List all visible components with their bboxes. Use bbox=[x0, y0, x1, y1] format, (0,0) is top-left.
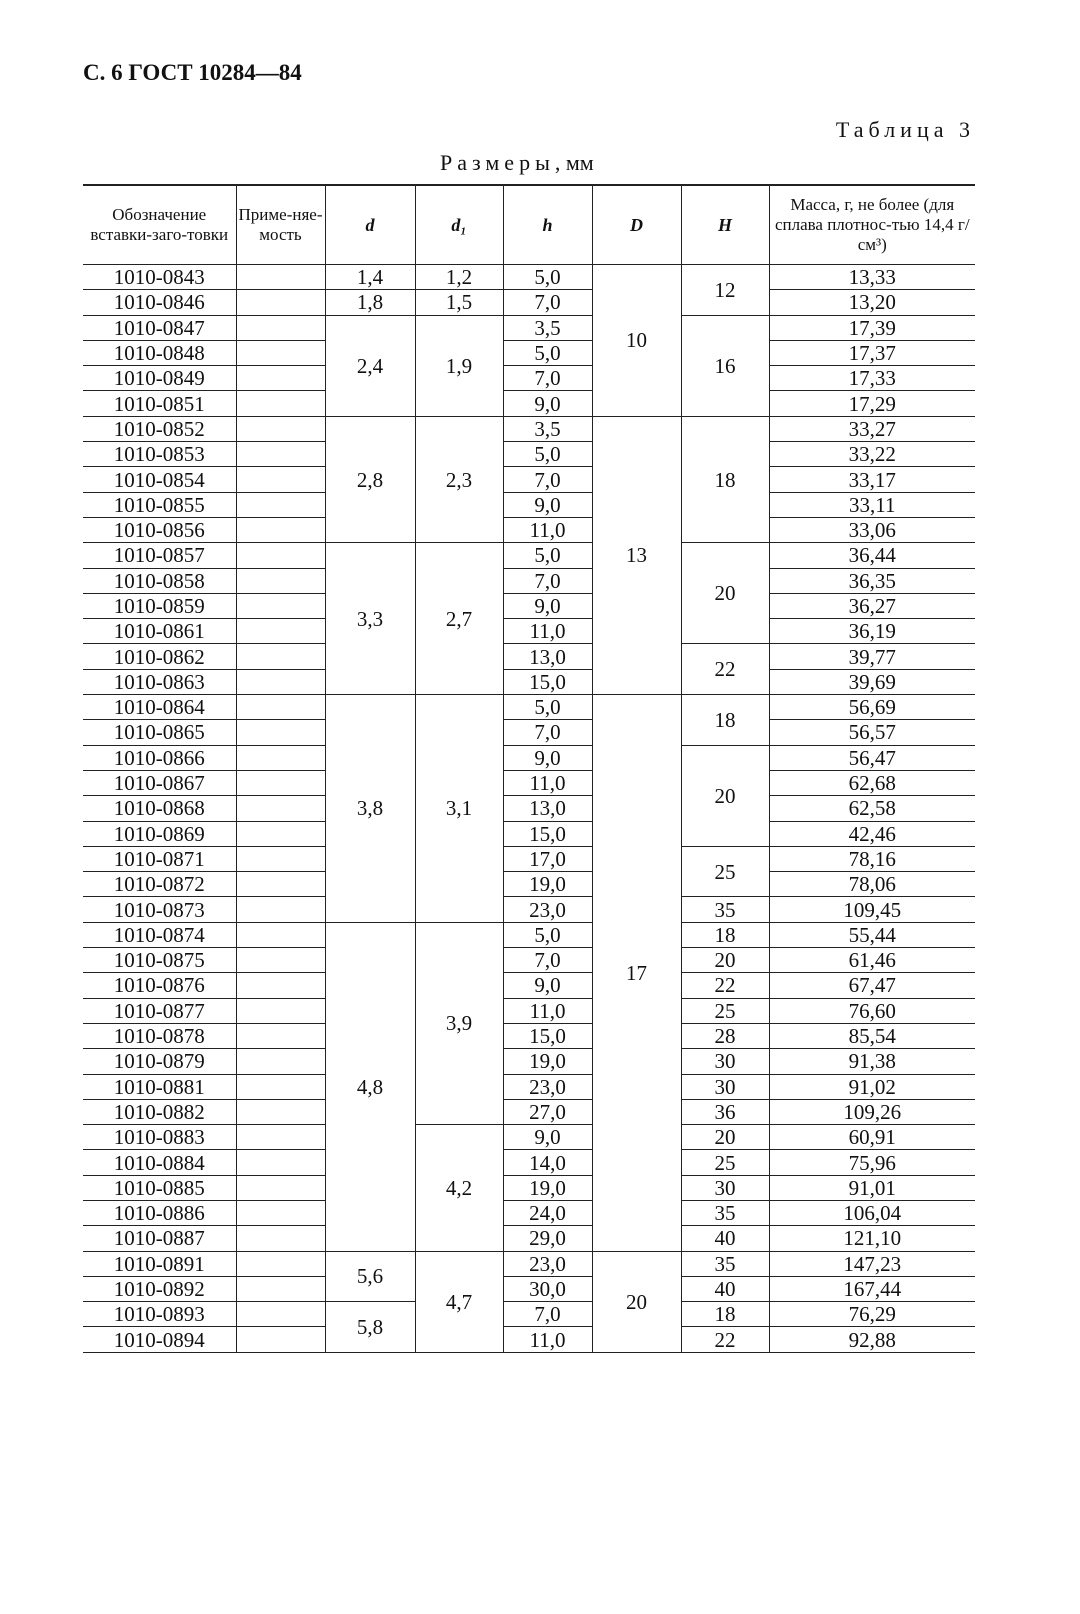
applicability-cell bbox=[236, 1276, 325, 1301]
h-cell: 9,0 bbox=[503, 1125, 592, 1150]
applicability-cell bbox=[236, 948, 325, 973]
designation-cell: 1010-0851 bbox=[83, 391, 236, 416]
H-cell: 30 bbox=[681, 1074, 769, 1099]
d-cell: 2,8 bbox=[325, 416, 415, 542]
header-applicability: Приме-няе-мость bbox=[236, 185, 325, 265]
table-row bbox=[83, 1074, 975, 1099]
H-cell: 20 bbox=[681, 745, 769, 846]
designation-cell: 1010-0876 bbox=[83, 973, 236, 998]
designation-cell: 1010-0872 bbox=[83, 872, 236, 897]
h-cell: 15,0 bbox=[503, 669, 592, 694]
d1-cell: 1,9 bbox=[415, 315, 503, 416]
h-cell: 24,0 bbox=[503, 1200, 592, 1225]
mass-cell: 17,39 bbox=[769, 315, 975, 340]
mass-cell: 56,57 bbox=[769, 720, 975, 745]
mass-cell: 33,22 bbox=[769, 442, 975, 467]
mass-cell: 76,29 bbox=[769, 1302, 975, 1327]
d-cell: 2,4 bbox=[325, 315, 415, 416]
applicability-cell bbox=[236, 770, 325, 795]
d-cell: 3,3 bbox=[325, 543, 415, 695]
D-cell: 17 bbox=[592, 695, 681, 1252]
caption-word: Размеры bbox=[440, 150, 555, 175]
designation-cell: 1010-0892 bbox=[83, 1276, 236, 1301]
h-cell: 3,5 bbox=[503, 315, 592, 340]
d-cell: 5,6 bbox=[325, 1251, 415, 1302]
h-cell: 11,0 bbox=[503, 517, 592, 542]
applicability-cell bbox=[236, 669, 325, 694]
H-cell: 18 bbox=[681, 1302, 769, 1327]
mass-cell: 33,11 bbox=[769, 492, 975, 517]
table-row bbox=[83, 340, 975, 365]
h-cell: 9,0 bbox=[503, 973, 592, 998]
table-row bbox=[83, 1099, 975, 1124]
D-cell: 10 bbox=[592, 265, 681, 417]
h-cell: 23,0 bbox=[503, 1074, 592, 1099]
mass-cell: 106,04 bbox=[769, 1200, 975, 1225]
header-d1: d₁ bbox=[415, 185, 503, 265]
mass-cell: 39,77 bbox=[769, 644, 975, 669]
h-cell: 29,0 bbox=[503, 1226, 592, 1251]
mass-cell: 121,10 bbox=[769, 1226, 975, 1251]
H-cell: 30 bbox=[681, 1049, 769, 1074]
h-cell: 14,0 bbox=[503, 1150, 592, 1175]
designation-cell: 1010-0891 bbox=[83, 1251, 236, 1276]
H-cell: 12 bbox=[681, 265, 769, 316]
table-row bbox=[83, 1327, 975, 1352]
mass-cell: 91,38 bbox=[769, 1049, 975, 1074]
mass-cell: 67,47 bbox=[769, 973, 975, 998]
mass-cell: 76,60 bbox=[769, 998, 975, 1023]
h-cell: 30,0 bbox=[503, 1276, 592, 1301]
designation-cell: 1010-0866 bbox=[83, 745, 236, 770]
d-cell: 1,4 bbox=[325, 265, 415, 290]
h-cell: 11,0 bbox=[503, 770, 592, 795]
page-title: С. 6 ГОСТ 10284—84 bbox=[83, 60, 302, 85]
table-row bbox=[83, 315, 975, 340]
h-cell: 5,0 bbox=[503, 695, 592, 720]
designation-cell: 1010-0865 bbox=[83, 720, 236, 745]
designation-cell: 1010-0856 bbox=[83, 517, 236, 542]
designation-cell: 1010-0857 bbox=[83, 543, 236, 568]
applicability-cell bbox=[236, 619, 325, 644]
h-cell: 9,0 bbox=[503, 593, 592, 618]
mass-cell: 62,68 bbox=[769, 770, 975, 795]
table-row bbox=[83, 669, 975, 694]
table-row bbox=[83, 290, 975, 315]
mass-cell: 17,29 bbox=[769, 391, 975, 416]
designation-cell: 1010-0881 bbox=[83, 1074, 236, 1099]
mass-cell: 36,44 bbox=[769, 543, 975, 568]
applicability-cell bbox=[236, 1049, 325, 1074]
table-row bbox=[83, 492, 975, 517]
d-cell: 1,8 bbox=[325, 290, 415, 315]
h-cell: 7,0 bbox=[503, 1302, 592, 1327]
applicability-cell bbox=[236, 1226, 325, 1251]
table-row bbox=[83, 619, 975, 644]
table-row bbox=[83, 695, 975, 720]
d1-cell: 1,2 bbox=[415, 265, 503, 290]
applicability-cell bbox=[236, 922, 325, 947]
H-cell: 20 bbox=[681, 1125, 769, 1150]
applicability-cell bbox=[236, 1023, 325, 1048]
table-row bbox=[83, 846, 975, 871]
table-row bbox=[83, 1276, 975, 1301]
d1-cell: 2,7 bbox=[415, 543, 503, 695]
applicability-cell bbox=[236, 391, 325, 416]
H-cell: 20 bbox=[681, 948, 769, 973]
H-cell: 25 bbox=[681, 1150, 769, 1175]
D-cell: 13 bbox=[592, 416, 681, 694]
table-row bbox=[83, 1023, 975, 1048]
header-D: D bbox=[592, 185, 681, 265]
table-row bbox=[83, 543, 975, 568]
applicability-cell bbox=[236, 1074, 325, 1099]
d1-cell: 3,1 bbox=[415, 695, 503, 923]
H-cell: 18 bbox=[681, 695, 769, 746]
applicability-cell bbox=[236, 796, 325, 821]
applicability-cell bbox=[236, 568, 325, 593]
table-row bbox=[83, 416, 975, 441]
designation-cell: 1010-0893 bbox=[83, 1302, 236, 1327]
H-cell: 35 bbox=[681, 897, 769, 922]
H-cell: 35 bbox=[681, 1200, 769, 1225]
mass-cell: 33,06 bbox=[769, 517, 975, 542]
mass-cell: 62,58 bbox=[769, 796, 975, 821]
applicability-cell bbox=[236, 315, 325, 340]
designation-cell: 1010-0886 bbox=[83, 1200, 236, 1225]
caption-unit: , мм bbox=[554, 150, 594, 175]
d1-cell: 4,2 bbox=[415, 1125, 503, 1251]
applicability-cell bbox=[236, 366, 325, 391]
designation-cell: 1010-0879 bbox=[83, 1049, 236, 1074]
table-row bbox=[83, 796, 975, 821]
applicability-cell bbox=[236, 492, 325, 517]
table-row bbox=[83, 1125, 975, 1150]
designation-cell: 1010-0861 bbox=[83, 619, 236, 644]
mass-cell: 36,35 bbox=[769, 568, 975, 593]
designation-cell: 1010-0867 bbox=[83, 770, 236, 795]
designation-cell: 1010-0875 bbox=[83, 948, 236, 973]
h-cell: 19,0 bbox=[503, 1049, 592, 1074]
H-cell: 18 bbox=[681, 416, 769, 542]
H-cell: 36 bbox=[681, 1099, 769, 1124]
mass-cell: 85,54 bbox=[769, 1023, 975, 1048]
mass-cell: 13,33 bbox=[769, 265, 975, 290]
mass-cell: 167,44 bbox=[769, 1276, 975, 1301]
h-cell: 9,0 bbox=[503, 391, 592, 416]
table-row bbox=[83, 517, 975, 542]
designation-cell: 1010-0878 bbox=[83, 1023, 236, 1048]
applicability-cell bbox=[236, 1327, 325, 1352]
table-row bbox=[83, 391, 975, 416]
h-cell: 11,0 bbox=[503, 619, 592, 644]
designation-cell: 1010-0843 bbox=[83, 265, 236, 290]
h-cell: 9,0 bbox=[503, 492, 592, 517]
H-cell: 16 bbox=[681, 315, 769, 416]
applicability-cell bbox=[236, 442, 325, 467]
applicability-cell bbox=[236, 1200, 325, 1225]
h-cell: 5,0 bbox=[503, 442, 592, 467]
designation-cell: 1010-0847 bbox=[83, 315, 236, 340]
applicability-cell bbox=[236, 897, 325, 922]
table-row bbox=[83, 821, 975, 846]
designation-cell: 1010-0882 bbox=[83, 1099, 236, 1124]
header-mass: Масса, г, не более (для сплава плотнос-тью 14,4 г/см³) bbox=[769, 185, 975, 265]
d1-cell: 3,9 bbox=[415, 922, 503, 1124]
designation-cell: 1010-0894 bbox=[83, 1327, 236, 1352]
designation-cell: 1010-0885 bbox=[83, 1175, 236, 1200]
designation-cell: 1010-0887 bbox=[83, 1226, 236, 1251]
header-h: h bbox=[503, 185, 592, 265]
h-cell: 5,0 bbox=[503, 340, 592, 365]
d-cell: 5,8 bbox=[325, 1302, 415, 1353]
applicability-cell bbox=[236, 644, 325, 669]
designation-cell: 1010-0884 bbox=[83, 1150, 236, 1175]
designation-cell: 1010-0874 bbox=[83, 922, 236, 947]
applicability-cell bbox=[236, 720, 325, 745]
designation-cell: 1010-0868 bbox=[83, 796, 236, 821]
table-row bbox=[83, 1150, 975, 1175]
mass-cell: 61,46 bbox=[769, 948, 975, 973]
designation-cell: 1010-0854 bbox=[83, 467, 236, 492]
designation-cell: 1010-0852 bbox=[83, 416, 236, 441]
applicability-cell bbox=[236, 467, 325, 492]
applicability-cell bbox=[236, 821, 325, 846]
table-row bbox=[83, 467, 975, 492]
designation-cell: 1010-0863 bbox=[83, 669, 236, 694]
applicability-cell bbox=[236, 1099, 325, 1124]
mass-cell: 147,23 bbox=[769, 1251, 975, 1276]
table-row bbox=[83, 1251, 975, 1276]
applicability-cell bbox=[236, 695, 325, 720]
table-row bbox=[83, 897, 975, 922]
H-cell: 22 bbox=[681, 973, 769, 998]
mass-cell: 39,69 bbox=[769, 669, 975, 694]
mass-cell: 36,19 bbox=[769, 619, 975, 644]
mass-cell: 75,96 bbox=[769, 1150, 975, 1175]
applicability-cell bbox=[236, 517, 325, 542]
H-cell: 18 bbox=[681, 922, 769, 947]
applicability-cell bbox=[236, 1251, 325, 1276]
designation-cell: 1010-0849 bbox=[83, 366, 236, 391]
h-cell: 23,0 bbox=[503, 1251, 592, 1276]
applicability-cell bbox=[236, 846, 325, 871]
d1-cell: 4,7 bbox=[415, 1251, 503, 1352]
table-row bbox=[83, 1302, 975, 1327]
H-cell: 40 bbox=[681, 1276, 769, 1301]
table-row bbox=[83, 872, 975, 897]
table-row bbox=[83, 770, 975, 795]
designation-cell: 1010-0864 bbox=[83, 695, 236, 720]
mass-cell: 56,47 bbox=[769, 745, 975, 770]
h-cell: 7,0 bbox=[503, 948, 592, 973]
applicability-cell bbox=[236, 998, 325, 1023]
d-cell: 3,8 bbox=[325, 695, 415, 923]
applicability-cell bbox=[236, 290, 325, 315]
mass-cell: 78,16 bbox=[769, 846, 975, 871]
table-row bbox=[83, 922, 975, 947]
designation-cell: 1010-0848 bbox=[83, 340, 236, 365]
applicability-cell bbox=[236, 1125, 325, 1150]
H-cell: 35 bbox=[681, 1251, 769, 1276]
designation-cell: 1010-0858 bbox=[83, 568, 236, 593]
designation-cell: 1010-0869 bbox=[83, 821, 236, 846]
h-cell: 19,0 bbox=[503, 872, 592, 897]
h-cell: 19,0 bbox=[503, 1175, 592, 1200]
H-cell: 40 bbox=[681, 1226, 769, 1251]
h-cell: 5,0 bbox=[503, 922, 592, 947]
designation-cell: 1010-0846 bbox=[83, 290, 236, 315]
H-cell: 25 bbox=[681, 998, 769, 1023]
mass-cell: 13,20 bbox=[769, 290, 975, 315]
mass-cell: 60,91 bbox=[769, 1125, 975, 1150]
mass-cell: 17,33 bbox=[769, 366, 975, 391]
designation-cell: 1010-0859 bbox=[83, 593, 236, 618]
h-cell: 13,0 bbox=[503, 644, 592, 669]
h-cell: 7,0 bbox=[503, 290, 592, 315]
applicability-cell bbox=[236, 1150, 325, 1175]
h-cell: 15,0 bbox=[503, 1023, 592, 1048]
h-cell: 5,0 bbox=[503, 265, 592, 290]
mass-cell: 55,44 bbox=[769, 922, 975, 947]
mass-cell: 109,26 bbox=[769, 1099, 975, 1124]
h-cell: 7,0 bbox=[503, 720, 592, 745]
mass-cell: 78,06 bbox=[769, 872, 975, 897]
table-caption bbox=[440, 150, 594, 176]
designation-cell: 1010-0855 bbox=[83, 492, 236, 517]
applicability-cell bbox=[236, 543, 325, 568]
h-cell: 7,0 bbox=[503, 568, 592, 593]
applicability-cell bbox=[236, 340, 325, 365]
applicability-cell bbox=[236, 593, 325, 618]
designation-cell: 1010-0853 bbox=[83, 442, 236, 467]
applicability-cell bbox=[236, 265, 325, 290]
mass-cell: 33,17 bbox=[769, 467, 975, 492]
designation-cell: 1010-0862 bbox=[83, 644, 236, 669]
applicability-cell bbox=[236, 872, 325, 897]
applicability-cell bbox=[236, 745, 325, 770]
applicability-cell bbox=[236, 416, 325, 441]
H-cell: 25 bbox=[681, 846, 769, 897]
h-cell: 5,0 bbox=[503, 543, 592, 568]
h-cell: 27,0 bbox=[503, 1099, 592, 1124]
table-row bbox=[83, 568, 975, 593]
table-row bbox=[83, 1175, 975, 1200]
mass-cell: 17,37 bbox=[769, 340, 975, 365]
applicability-cell bbox=[236, 1302, 325, 1327]
table-row bbox=[83, 745, 975, 770]
mass-cell: 36,27 bbox=[769, 593, 975, 618]
mass-cell: 33,27 bbox=[769, 416, 975, 441]
table-header-row bbox=[83, 185, 975, 265]
h-cell: 13,0 bbox=[503, 796, 592, 821]
designation-cell: 1010-0877 bbox=[83, 998, 236, 1023]
H-cell: 20 bbox=[681, 543, 769, 644]
mass-cell: 91,02 bbox=[769, 1074, 975, 1099]
applicability-cell bbox=[236, 973, 325, 998]
table-row bbox=[83, 442, 975, 467]
h-cell: 11,0 bbox=[503, 1327, 592, 1352]
table-body bbox=[83, 265, 975, 1353]
table-row bbox=[83, 998, 975, 1023]
h-cell: 15,0 bbox=[503, 821, 592, 846]
table-row bbox=[83, 948, 975, 973]
mass-cell: 109,45 bbox=[769, 897, 975, 922]
H-cell: 28 bbox=[681, 1023, 769, 1048]
table-row bbox=[83, 720, 975, 745]
h-cell: 23,0 bbox=[503, 897, 592, 922]
mass-cell: 92,88 bbox=[769, 1327, 975, 1352]
header-designation: Обозначение вставки-заго-товки bbox=[83, 185, 236, 265]
table-row bbox=[83, 644, 975, 669]
designation-cell: 1010-0873 bbox=[83, 897, 236, 922]
mass-cell: 91,01 bbox=[769, 1175, 975, 1200]
header-d: d bbox=[325, 185, 415, 265]
H-cell: 30 bbox=[681, 1175, 769, 1200]
h-cell: 7,0 bbox=[503, 366, 592, 391]
designation-cell: 1010-0871 bbox=[83, 846, 236, 871]
h-cell: 3,5 bbox=[503, 416, 592, 441]
mass-cell: 56,69 bbox=[769, 695, 975, 720]
table-row bbox=[83, 973, 975, 998]
h-cell: 11,0 bbox=[503, 998, 592, 1023]
h-cell: 17,0 bbox=[503, 846, 592, 871]
table-row bbox=[83, 1226, 975, 1251]
table-label: Таблица 3 bbox=[835, 117, 975, 142]
table-row bbox=[83, 1049, 975, 1074]
table-row bbox=[83, 265, 975, 290]
H-cell: 22 bbox=[681, 1327, 769, 1352]
table-row bbox=[83, 593, 975, 618]
d1-cell: 2,3 bbox=[415, 416, 503, 542]
d1-cell: 1,5 bbox=[415, 290, 503, 315]
d-cell: 4,8 bbox=[325, 922, 415, 1251]
D-cell: 20 bbox=[592, 1251, 681, 1352]
header-H: H bbox=[681, 185, 769, 265]
H-cell: 22 bbox=[681, 644, 769, 695]
applicability-cell bbox=[236, 1175, 325, 1200]
table-row bbox=[83, 366, 975, 391]
h-cell: 9,0 bbox=[503, 745, 592, 770]
table-row bbox=[83, 1200, 975, 1225]
designation-cell: 1010-0883 bbox=[83, 1125, 236, 1150]
h-cell: 7,0 bbox=[503, 467, 592, 492]
dimensions-table bbox=[83, 184, 975, 1353]
mass-cell: 42,46 bbox=[769, 821, 975, 846]
